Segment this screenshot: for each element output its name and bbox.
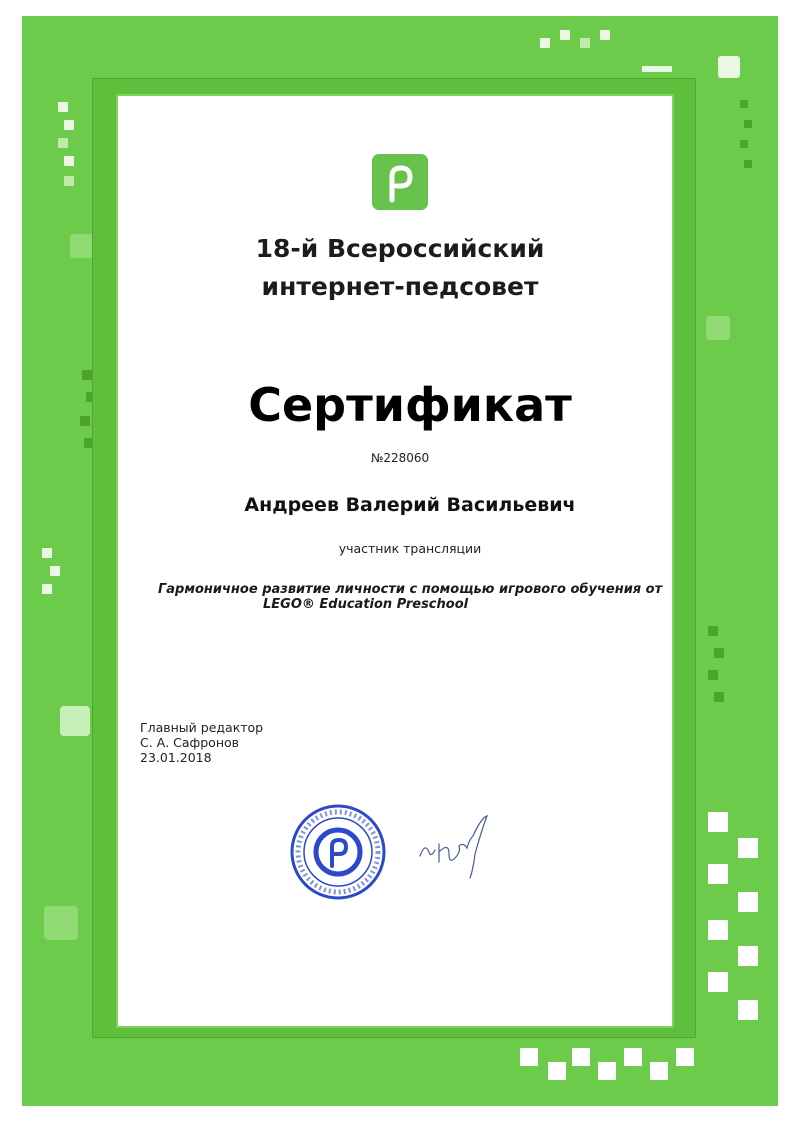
signatory-block <box>140 720 340 765</box>
event-title-line1: Гармоничное развитие личности с помощью игрового обучения от <box>158 582 663 597</box>
organization-title <box>200 230 600 306</box>
recipient-name: Андреев Валерий Васильевич <box>244 494 576 516</box>
signatory-position: Главный редактор <box>140 720 264 735</box>
participant-role: участник трансляции <box>338 541 482 556</box>
certificate-title: Сертификат <box>248 378 572 432</box>
org-title-line1: 18-й Всероссийский <box>255 234 545 263</box>
issue-date: 23.01.2018 <box>140 750 212 765</box>
round-seal-icon <box>288 802 388 906</box>
p-logo-icon <box>372 154 428 210</box>
event-title-line2: LEGO® Education Preschool <box>263 597 469 612</box>
handwritten-signature <box>415 812 505 886</box>
certificate-number: №228060 <box>370 451 430 465</box>
signatory-name: С. А. Сафронов <box>140 735 240 750</box>
event-title <box>158 582 778 612</box>
org-title-line2: интернет-педсовет <box>261 272 539 301</box>
